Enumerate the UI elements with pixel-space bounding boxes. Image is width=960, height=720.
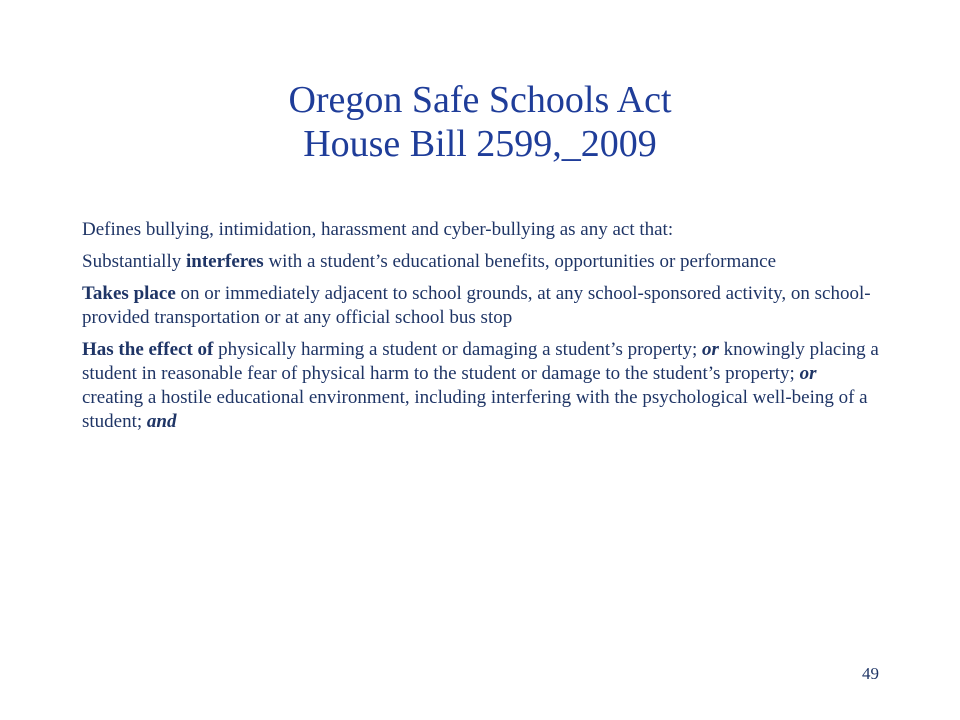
title-line-2: House Bill 2599,_2009: [303, 123, 657, 165]
intro-text: Defines bullying, intimidation, harassment and cyber-bullying as any act that:: [82, 219, 674, 240]
criterion-location: [82, 282, 882, 330]
criterion-interferes: [82, 250, 882, 274]
criterion-effect: [82, 338, 882, 434]
title-line-1: Oregon Safe Schools Act: [288, 79, 672, 121]
criterion-effect-or-1: or: [701, 339, 719, 360]
criterion-effect-seg2: knowingly placing a student in reasonable fear of physical harm to the student or damage to the student’s property;: [82, 339, 879, 384]
criterion-effect-keyword: Has the effect of: [82, 339, 214, 360]
criterion-interferes-keyword: interferes: [185, 251, 264, 272]
criterion-effect-seg1: physically harming a student or damaging a student’s property;: [213, 339, 702, 360]
page-number: 49: [862, 664, 879, 683]
criterion-interferes-post: with a student’s educational benefits, opportunities or performance: [263, 251, 777, 272]
criterion-interferes-pre: Substantially: [82, 251, 186, 272]
criterion-effect-or-2: or: [799, 363, 817, 384]
slide-body: [82, 218, 882, 442]
criterion-location-text: on or immediately adjacent to school grounds, at any school-sponsored activity, on school-provided transportation or at any official school bus stop: [82, 283, 871, 328]
criterion-effect-seg3: creating a hostile educational environment, including interfering with the psychological well-being of a student;: [82, 387, 868, 432]
criterion-location-keyword: Takes place: [82, 283, 176, 304]
criterion-effect-and: and: [146, 411, 177, 432]
intro-paragraph: [82, 218, 882, 242]
slide-title: [80, 78, 880, 166]
